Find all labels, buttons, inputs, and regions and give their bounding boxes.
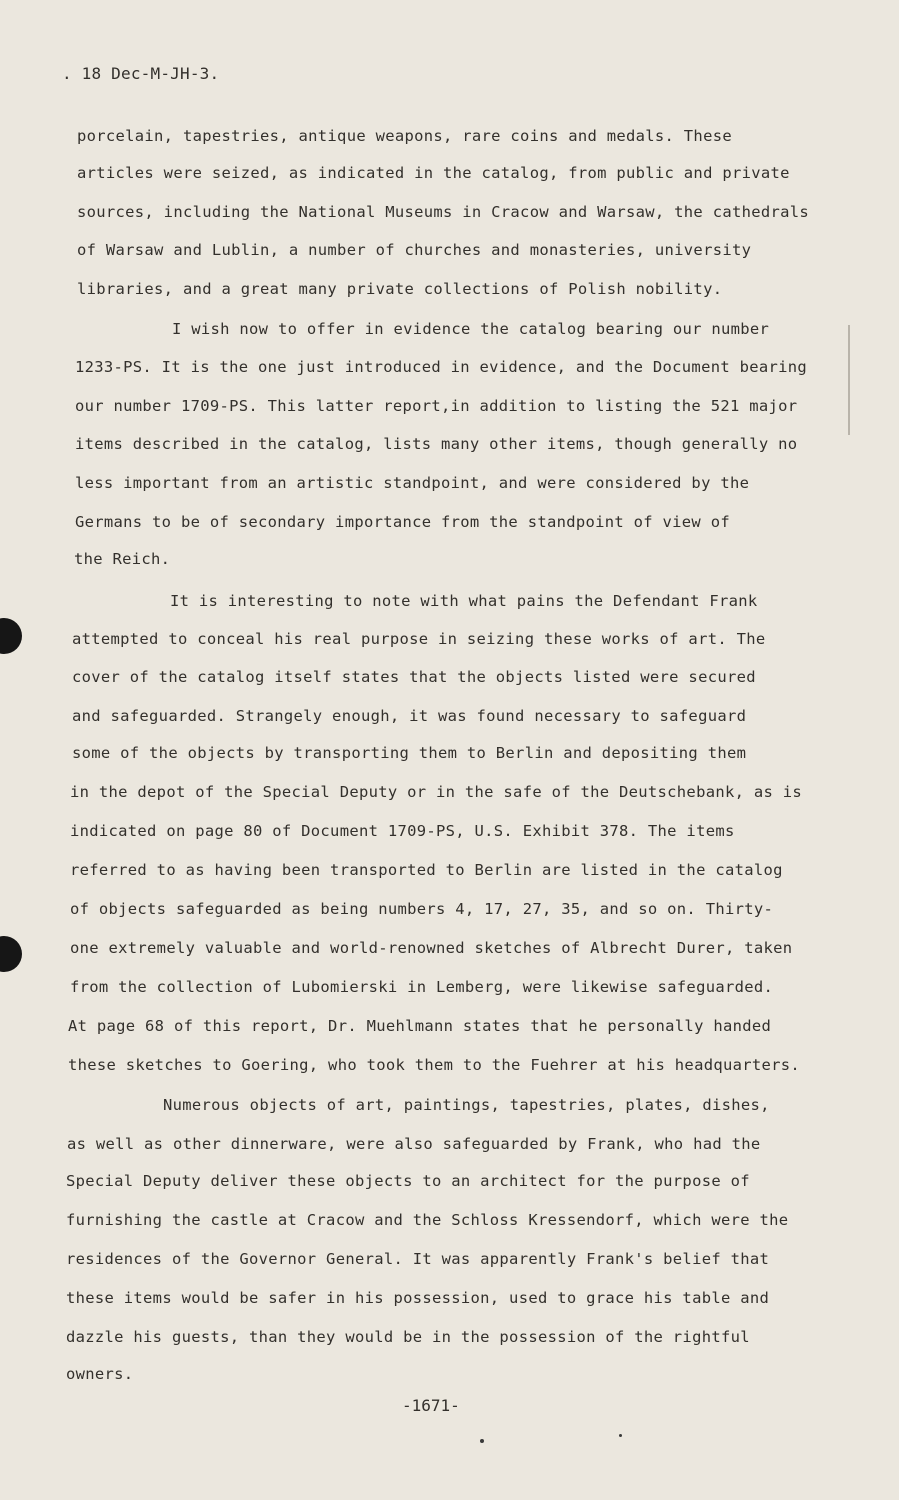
text-line: cover of the catalog itself states that the objects listed were secured xyxy=(72,668,756,686)
text-line: indicated on page 80 of Document 1709-PS, U.S. Exhibit 378. The items xyxy=(70,822,735,840)
text-line: some of the objects by transporting them to Berlin and depositing them xyxy=(72,744,747,762)
text-line: Numerous objects of art, paintings, tapestries, plates, dishes, xyxy=(163,1096,770,1114)
text-line: and safeguarded. Strangely enough, it was found necessary to safeguard xyxy=(72,707,747,725)
text-line: our number 1709-PS. This latter report,in addition to listing the 521 major xyxy=(75,397,798,415)
page-header: . 18 Dec-M-JH-3. xyxy=(62,64,220,83)
margin-mark xyxy=(848,325,850,435)
text-line: these sketches to Goering, who took them to the Fuehrer at his headquarters. xyxy=(68,1056,801,1074)
text-line: libraries, and a great many private collections of Polish nobility. xyxy=(77,280,723,298)
punch-hole-lower xyxy=(0,936,22,972)
text-line: Germans to be of secondary importance from the standpoint of view of xyxy=(75,513,730,531)
text-line: as well as other dinnerware, were also safeguarded by Frank, who had the xyxy=(67,1135,761,1153)
text-line: the Reich. xyxy=(74,550,171,568)
text-line: articles were seized, as indicated in the catalog, from public and private xyxy=(77,164,790,182)
text-line: furnishing the castle at Cracow and the Schloss Kressendorf, which were the xyxy=(66,1211,789,1229)
page-number: -1671- xyxy=(402,1396,460,1415)
text-line: these items would be safer in his possession, used to grace his table and xyxy=(66,1289,770,1307)
text-line: items described in the catalog, lists many other items, though generally no xyxy=(75,435,798,453)
text-line: from the collection of Lubomierski in Lemberg, were likewise safeguarded. xyxy=(70,978,774,996)
punch-hole-upper xyxy=(0,618,22,654)
ink-speck xyxy=(480,1439,484,1443)
text-line: residences of the Governor General. It was apparently Frank's belief that xyxy=(66,1250,770,1268)
text-line: At page 68 of this report, Dr. Muehlmann states that he personally handed xyxy=(68,1017,772,1035)
text-line: one extremely valuable and world-renowned sketches of Albrecht Durer, taken xyxy=(70,939,793,957)
text-line: dazzle his guests, than they would be in the possession of the rightful xyxy=(66,1328,750,1346)
text-line: Special Deputy deliver these objects to an architect for the purpose of xyxy=(66,1172,750,1190)
text-line: in the depot of the Special Deputy or in the safe of the Deutschebank, as is xyxy=(70,783,803,801)
text-line: owners. xyxy=(66,1365,134,1383)
text-line: I wish now to offer in evidence the catalog bearing our number xyxy=(172,320,770,338)
text-line: of objects safeguarded as being numbers 4, 17, 27, 35, and so on. Thirty- xyxy=(70,900,774,918)
text-line: of Warsaw and Lublin, a number of churches and monasteries, university xyxy=(77,241,752,259)
text-line: attempted to conceal his real purpose in seizing these works of art. The xyxy=(72,630,766,648)
text-line: 1233-PS. It is the one just introduced in evidence, and the Document bearing xyxy=(75,358,808,376)
ink-speck xyxy=(619,1434,622,1437)
text-line: sources, including the National Museums in Cracow and Warsaw, the cathedrals xyxy=(77,203,810,221)
text-line: less important from an artistic standpoint, and were considered by the xyxy=(75,474,750,492)
text-line: referred to as having been transported to Berlin are listed in the catalog xyxy=(70,861,783,879)
text-line: porcelain, tapestries, antique weapons, rare coins and medals. These xyxy=(77,127,732,145)
text-line: It is interesting to note with what pains the Defendant Frank xyxy=(170,592,758,610)
